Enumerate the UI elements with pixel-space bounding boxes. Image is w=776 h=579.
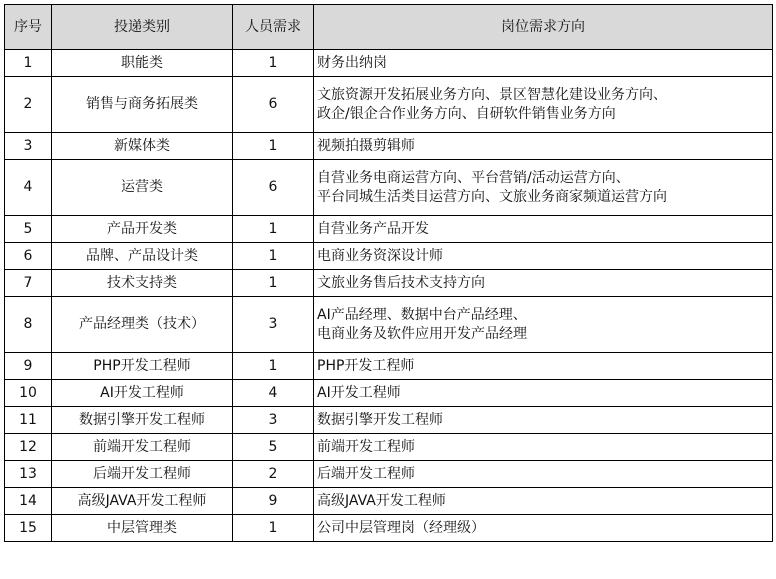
table-row <box>5 515 773 542</box>
direction-line: 自营业务产品开发 <box>317 220 429 237</box>
row-category-cell: 销售与商务拓展类 <box>52 77 233 133</box>
row-category-cell: 中层管理类 <box>52 515 233 542</box>
header-no: 序号 <box>5 5 52 50</box>
row-no-cell: 2 <box>5 77 52 133</box>
direction-line: 前端开发工程师 <box>317 438 415 455</box>
row-category-cell: AI开发工程师 <box>52 380 233 407</box>
row-direction-cell <box>314 243 773 270</box>
table-row <box>5 407 773 434</box>
row-count-cell: 4 <box>233 380 314 407</box>
row-count-cell: 1 <box>233 50 314 77</box>
row-no-cell: 14 <box>5 488 52 515</box>
row-direction-cell <box>314 434 773 461</box>
row-category-cell: 新媒体类 <box>52 133 233 160</box>
table-row <box>5 270 773 297</box>
row-count-cell: 9 <box>233 488 314 515</box>
row-direction-cell <box>314 133 773 160</box>
table-row <box>5 243 773 270</box>
row-count-cell: 5 <box>233 434 314 461</box>
row-no-cell: 12 <box>5 434 52 461</box>
row-no-cell: 1 <box>5 50 52 77</box>
row-no-cell: 6 <box>5 243 52 270</box>
row-count-cell: 3 <box>233 297 314 353</box>
row-no-cell: 8 <box>5 297 52 353</box>
direction-line: 平台同城生活类目运营方向、文旅业务商家频道运营方向 <box>317 188 667 205</box>
row-direction-cell <box>314 515 773 542</box>
recruitment-table <box>4 4 773 542</box>
direction-line: 公司中层管理岗（经理级） <box>317 519 485 536</box>
row-count-cell: 6 <box>233 77 314 133</box>
row-category-cell: 后端开发工程师 <box>52 461 233 488</box>
table-row <box>5 380 773 407</box>
row-count-cell: 1 <box>233 515 314 542</box>
row-no-cell: 4 <box>5 160 52 216</box>
table-row <box>5 160 773 216</box>
direction-line: PHP开发工程师 <box>317 357 415 374</box>
table-row <box>5 77 773 133</box>
row-no-cell: 5 <box>5 216 52 243</box>
row-direction-cell <box>314 461 773 488</box>
direction-line: 电商业务及软件应用开发产品经理 <box>317 325 527 342</box>
row-direction-cell <box>314 50 773 77</box>
direction-line: 文旅资源开发拓展业务方向、景区智慧化建设业务方向、 <box>317 86 667 103</box>
table-row <box>5 461 773 488</box>
row-direction-cell <box>314 407 773 434</box>
row-no-cell: 10 <box>5 380 52 407</box>
direction-line: 文旅业务售后技术支持方向 <box>317 274 485 291</box>
direction-line: 财务出纳岗 <box>317 54 387 71</box>
row-count-cell: 1 <box>233 353 314 380</box>
direction-line: AI产品经理、数据中台产品经理、 <box>317 306 527 323</box>
row-direction-cell <box>314 77 773 133</box>
direction-line: 自营业务电商运营方向、平台营销/活动运营方向、 <box>317 169 630 186</box>
table-row <box>5 434 773 461</box>
direction-line: 政企/银企合作业务方向、自研软件销售业务方向 <box>317 105 616 122</box>
row-category-cell: 数据引擎开发工程师 <box>52 407 233 434</box>
table-row <box>5 50 773 77</box>
direction-line: 电商业务资深设计师 <box>317 247 443 264</box>
row-category-cell: 产品开发类 <box>52 216 233 243</box>
row-count-cell: 1 <box>233 216 314 243</box>
row-direction-cell <box>314 270 773 297</box>
row-category-cell: 高级JAVA开发工程师 <box>52 488 233 515</box>
header-direction: 岗位需求方向 <box>314 5 773 50</box>
row-category-cell: 产品经理类（技术） <box>52 297 233 353</box>
row-no-cell: 7 <box>5 270 52 297</box>
direction-line: 数据引擎开发工程师 <box>317 411 443 428</box>
row-no-cell: 13 <box>5 461 52 488</box>
row-category-cell: 品牌、产品设计类 <box>52 243 233 270</box>
row-direction-cell <box>314 160 773 216</box>
table-body <box>5 50 773 542</box>
row-no-cell: 9 <box>5 353 52 380</box>
row-count-cell: 6 <box>233 160 314 216</box>
row-count-cell: 2 <box>233 461 314 488</box>
row-direction-cell <box>314 488 773 515</box>
row-direction-cell <box>314 297 773 353</box>
direction-line: 视频拍摄剪辑师 <box>317 137 415 154</box>
table-row <box>5 297 773 353</box>
row-no-cell: 15 <box>5 515 52 542</box>
header-count: 人员需求 <box>233 5 314 50</box>
row-category-cell: 前端开发工程师 <box>52 434 233 461</box>
direction-line: 高级JAVA开发工程师 <box>317 492 446 509</box>
row-no-cell: 3 <box>5 133 52 160</box>
row-category-cell: 职能类 <box>52 50 233 77</box>
row-count-cell: 1 <box>233 133 314 160</box>
row-category-cell: 技术支持类 <box>52 270 233 297</box>
table-row <box>5 216 773 243</box>
header-category: 投递类别 <box>52 5 233 50</box>
row-count-cell: 1 <box>233 243 314 270</box>
header-row <box>5 5 773 50</box>
direction-line: AI开发工程师 <box>317 384 401 401</box>
table-row <box>5 488 773 515</box>
row-direction-cell <box>314 216 773 243</box>
row-category-cell: 运营类 <box>52 160 233 216</box>
row-count-cell: 1 <box>233 270 314 297</box>
row-direction-cell <box>314 353 773 380</box>
table-row <box>5 353 773 380</box>
row-direction-cell <box>314 380 773 407</box>
table-row <box>5 133 773 160</box>
row-no-cell: 11 <box>5 407 52 434</box>
row-count-cell: 3 <box>233 407 314 434</box>
direction-line: 后端开发工程师 <box>317 465 415 482</box>
row-category-cell: PHP开发工程师 <box>52 353 233 380</box>
